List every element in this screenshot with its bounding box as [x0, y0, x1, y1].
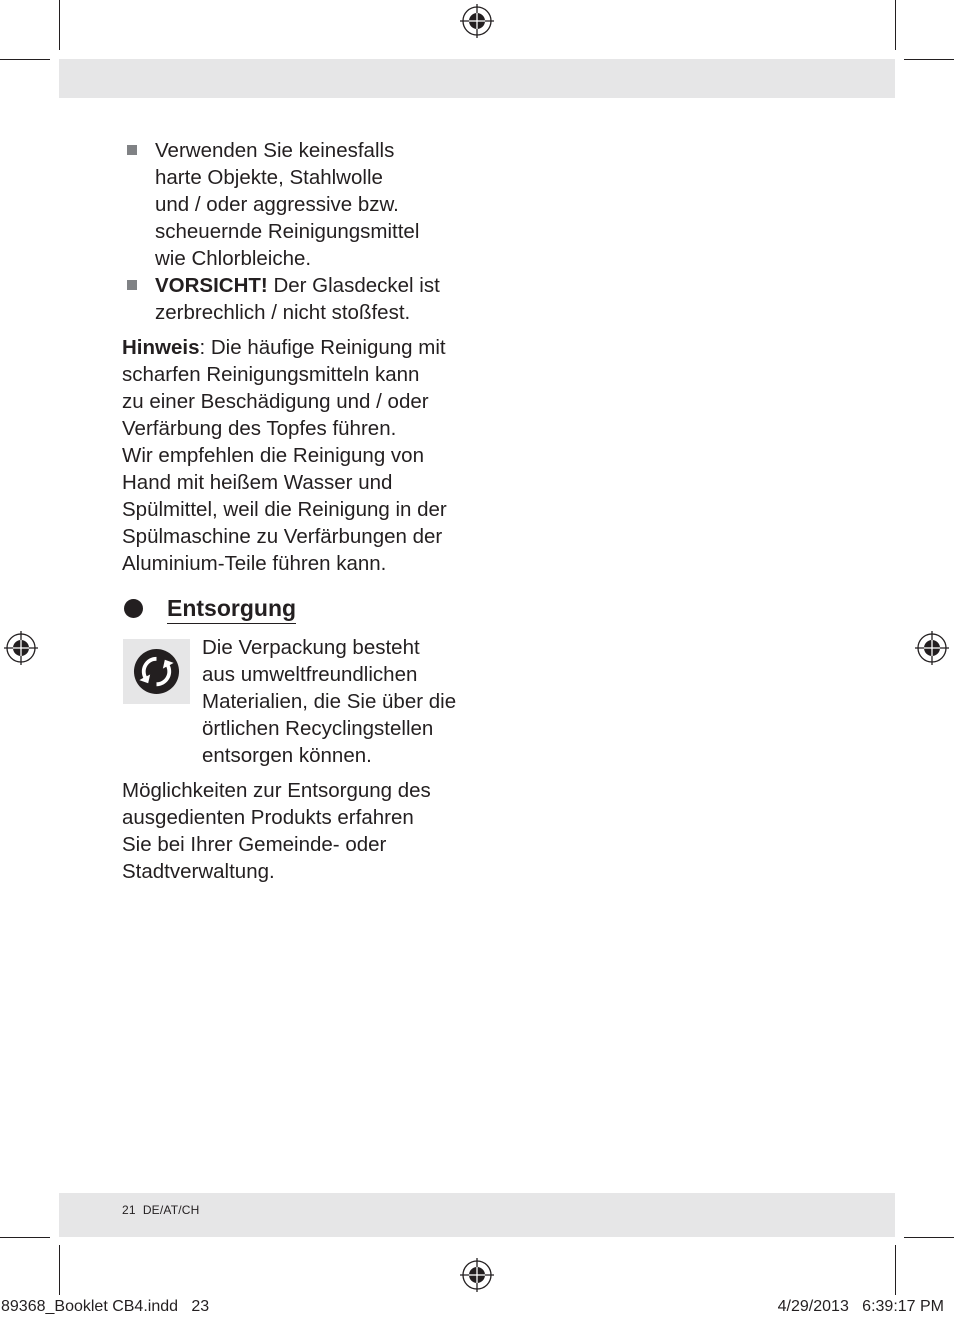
- registration-mark-icon: [460, 1258, 494, 1292]
- registration-mark-icon: [915, 631, 949, 665]
- note-paragraph: [122, 334, 467, 577]
- bullet-item-caution: [122, 272, 467, 326]
- caution-label: VORSICHT!: [155, 274, 268, 297]
- disposal-text-line: entsorgen können.: [202, 744, 372, 767]
- bullet-text-line: scheuernde Reinigungsmittel: [155, 220, 420, 243]
- bullet-item-cleaning: [122, 137, 467, 272]
- round-bullet-icon: [124, 599, 143, 618]
- bullet-text-line: zerbrechlich / nicht stoßfest.: [155, 301, 411, 324]
- crop-mark: [0, 59, 50, 60]
- note-text-line: Aluminium-Teile führen kann.: [122, 552, 387, 575]
- registration-mark-icon: [460, 4, 494, 38]
- bullet-text-line: und / oder aggressive bzw.: [155, 193, 399, 216]
- section-heading: [122, 593, 467, 625]
- crop-mark: [0, 1237, 50, 1238]
- content-column: [122, 137, 467, 885]
- bullet-text-line: harte Objekte, Stahlwolle: [155, 166, 383, 189]
- closing-text-line: Stadtverwaltung.: [122, 860, 275, 883]
- note-text-line: scharfen Reinigungsmitteln kann: [122, 363, 420, 386]
- disposal-text-line: Materialien, die Sie über die: [202, 690, 457, 713]
- bullet-list: [122, 137, 467, 326]
- slug-file-name: 89368_Booklet CB4.indd 23: [1, 1298, 210, 1315]
- crop-mark: [59, 1245, 60, 1295]
- note-text-line: Spülmaschine zu Verfärbungen der: [122, 525, 443, 548]
- section-title: Entsorgung: [167, 593, 296, 624]
- closing-text-line: Möglichkeiten zur Entsorgung des: [122, 779, 431, 802]
- crop-mark: [904, 59, 954, 60]
- square-bullet-icon: [127, 145, 137, 155]
- note-text-line: Spülmittel, weil die Reinigung in der: [122, 498, 447, 521]
- bullet-text-line: wie Chlorbleiche.: [155, 247, 312, 270]
- disposal-text-line: Die Verpackung besteht: [202, 636, 420, 659]
- note-text-line: [122, 334, 467, 361]
- disposal-block: [122, 634, 467, 769]
- crop-mark: [895, 1245, 896, 1295]
- crop-mark: [59, 0, 60, 50]
- square-bullet-icon: [127, 280, 137, 290]
- green-dot-recycling-icon: [123, 639, 190, 704]
- closing-text-line: Sie bei Ihrer Gemeinde- oder: [122, 833, 387, 856]
- disposal-text-line: örtlichen Recyclingstellen: [202, 717, 434, 740]
- note-text-line: Wir empfehlen die Reinigung von: [122, 444, 424, 467]
- registration-mark-icon: [4, 631, 38, 665]
- bullet-text-line: Verwenden Sie keinesfalls: [155, 139, 395, 162]
- crop-mark: [895, 0, 896, 50]
- closing-text-line: ausgedienten Produkts erfahren: [122, 806, 414, 829]
- note-text-line: Hand mit heißem Wasser und: [122, 471, 393, 494]
- crop-mark: [904, 1237, 954, 1238]
- caution-text: Der Glasdeckel ist: [267, 274, 440, 297]
- note-text-line: zu einer Beschädigung und / oder: [122, 390, 429, 413]
- note-text: : Die häufige Reinigung mit: [199, 336, 446, 359]
- header-band: [59, 59, 895, 98]
- closing-paragraph: [122, 777, 467, 885]
- slug-timestamp: 4/29/2013 6:39:17 PM: [777, 1298, 944, 1315]
- page-number: 21 DE/AT/CH: [122, 1203, 200, 1217]
- disposal-paragraph: [202, 634, 467, 769]
- note-label: Hinweis: [122, 336, 200, 359]
- bullet-text-line: [155, 272, 467, 299]
- note-text-line: Verfärbung des Topfes führen.: [122, 417, 397, 440]
- disposal-text-line: aus umweltfreundlichen: [202, 663, 418, 686]
